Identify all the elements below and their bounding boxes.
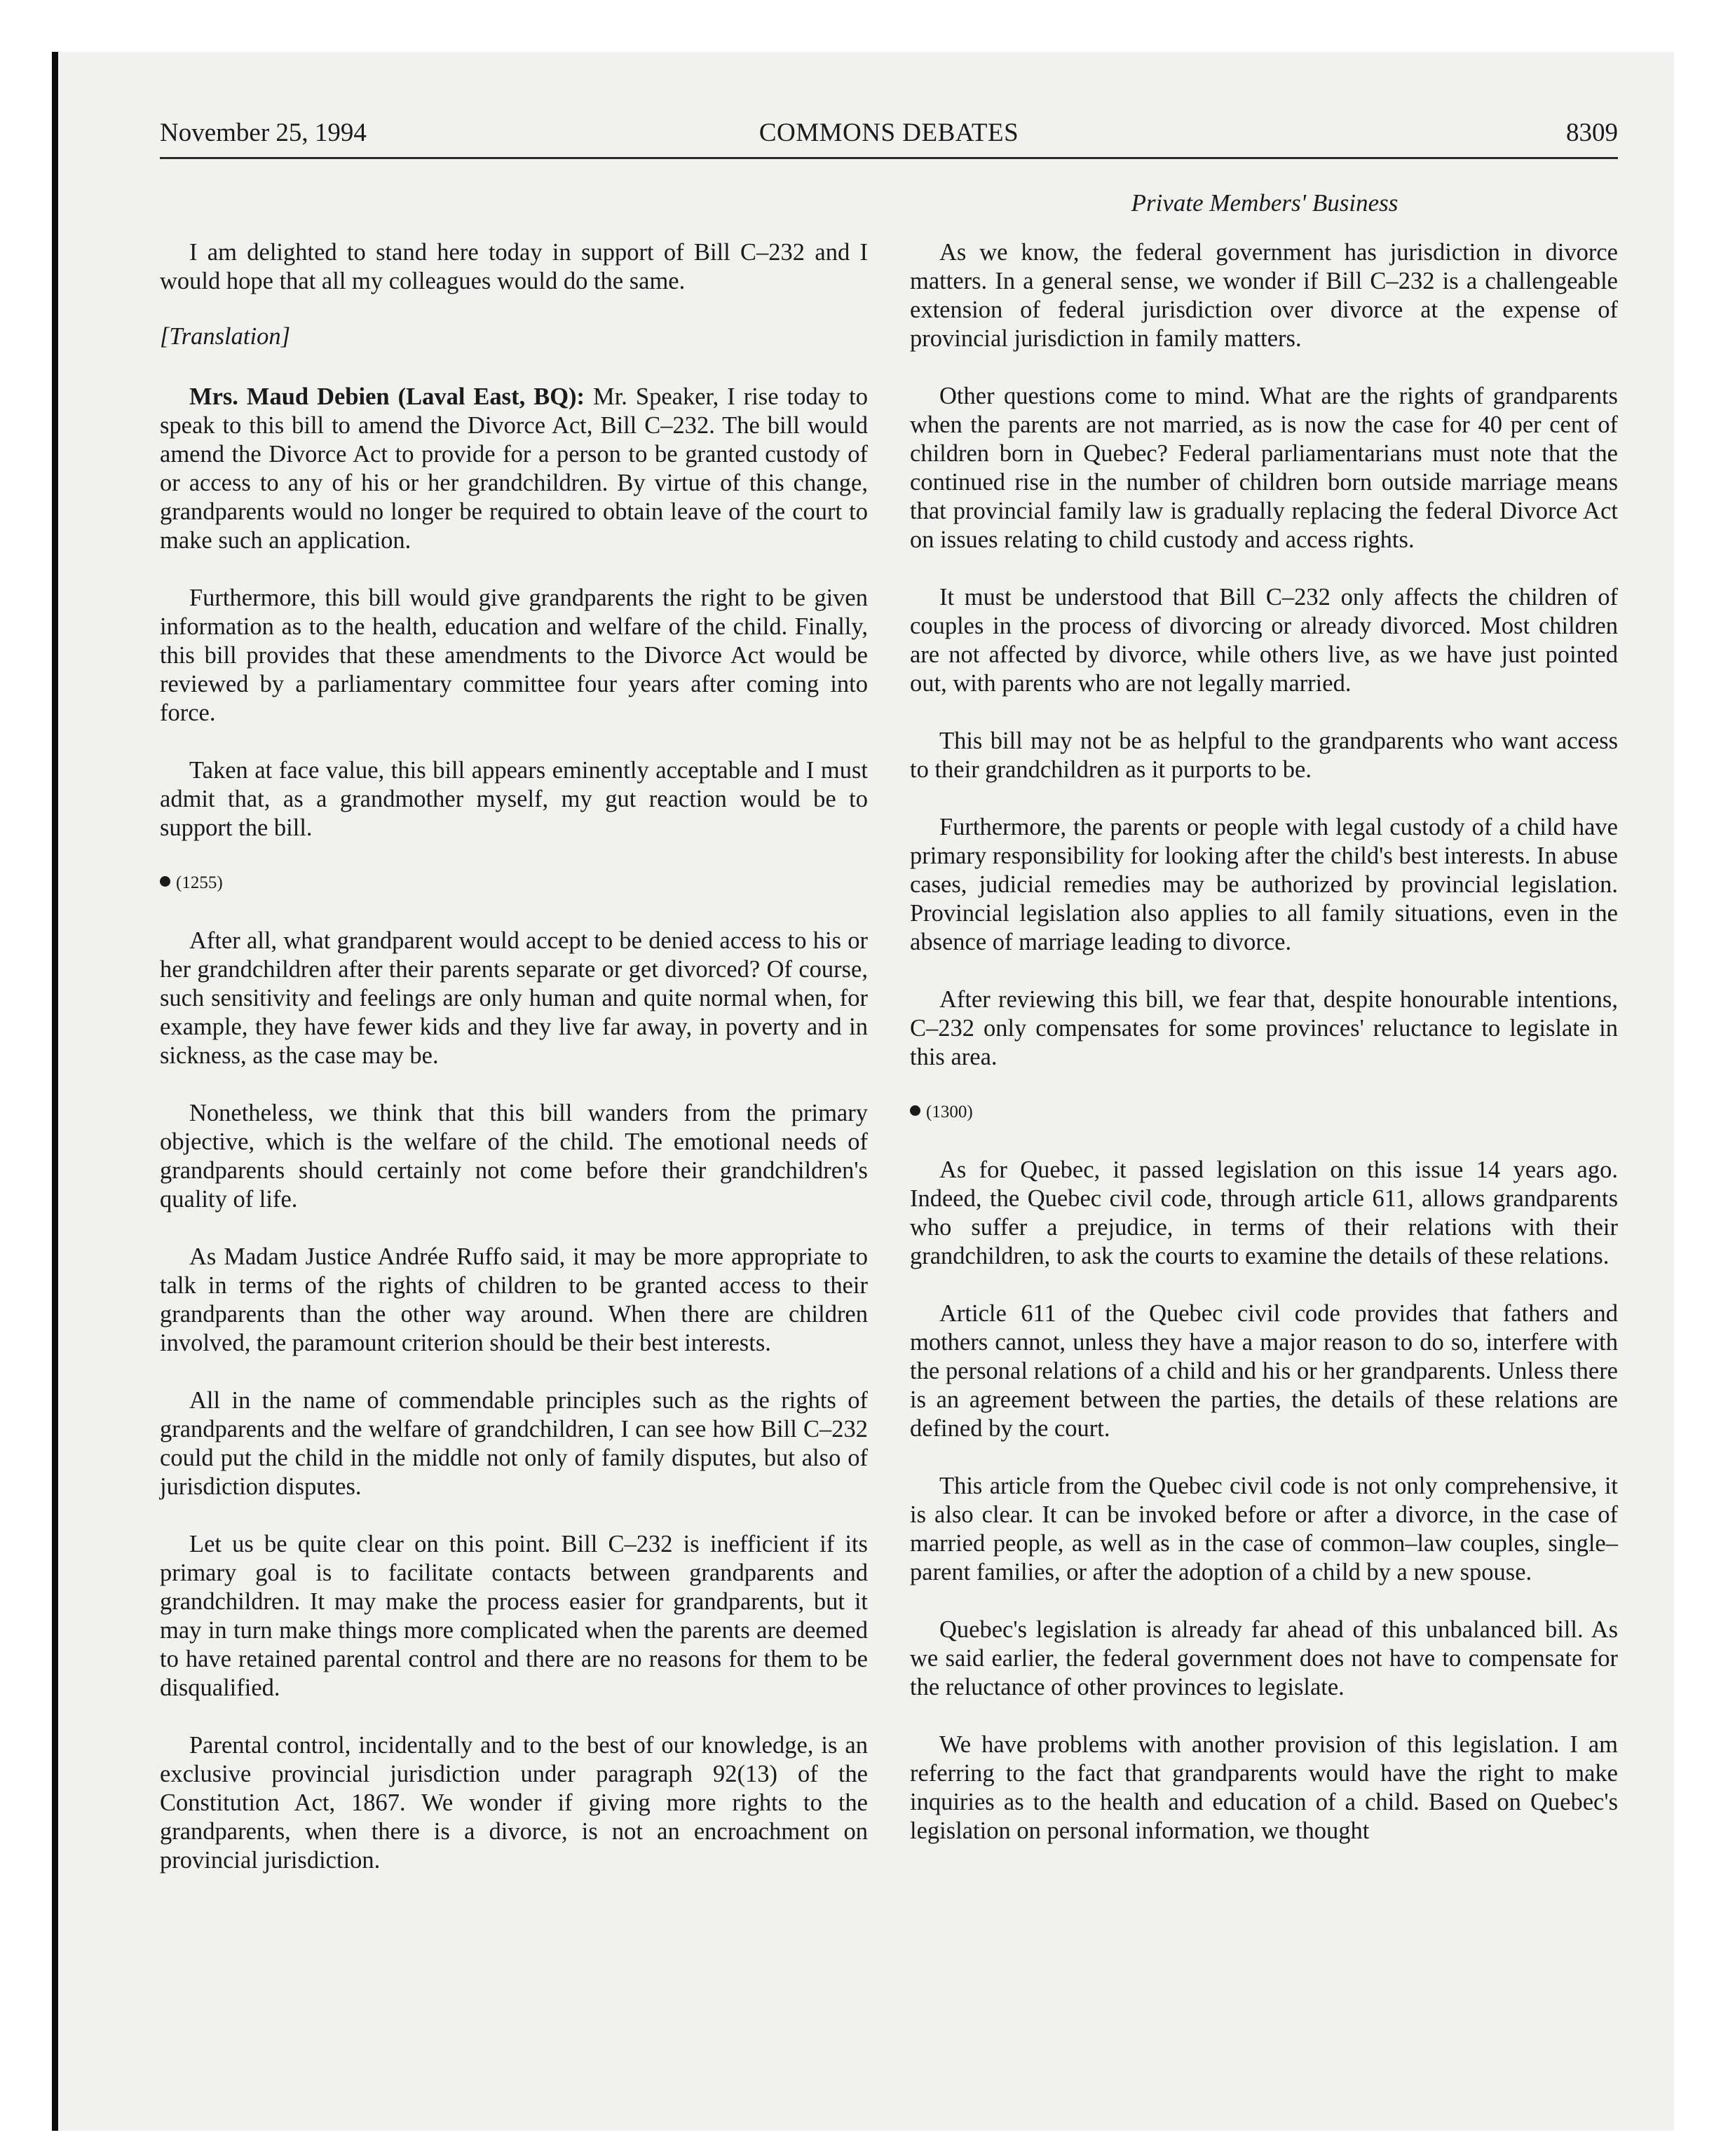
paragraph: Other questions come to mind. What are the rights of grandparents when the parents are not married, as is now the case for 40 per cent of children born in Quebec? Federal parliamentarians must note that the continued rise in the number of children born outside marriage means that provincial family law is gradually replacing the federal Divorce Act on issues relating to child custody and access rights.	[910, 383, 1618, 553]
paragraph: Article 611 of the Quebec civil code provides that fathers and mothers cannot, unless they have a major reason to do so, interfere with the personal relations of a child and his or her grandparents. Unless there is an agreement between the parties, the details of these relations are defined by the court.	[910, 1300, 1618, 1442]
paragraph: Taken at face value, this bill appears eminently acceptable and I must admit that, as a grandmother myself, my gut reaction would be to support the bill.	[160, 757, 868, 841]
left-column	[160, 238, 868, 1904]
time-label: (1300)	[926, 1103, 973, 1121]
speaker-name: Mrs. Maud Debien (Laval East, BQ):	[189, 383, 585, 410]
time-label: (1255)	[176, 873, 223, 892]
paragraph: After reviewing this bill, we fear that, despite honourable intentions, C–232 only compensates for some provinces' reluctance to legislate in this area.	[910, 986, 1618, 1070]
time-marker	[910, 1100, 1618, 1124]
header-page-number: 8309	[1566, 118, 1618, 147]
right-column	[910, 238, 1618, 1874]
page-header	[160, 118, 1618, 157]
header-title: COMMONS DEBATES	[758, 118, 1019, 147]
speaker-paragraph	[160, 383, 868, 555]
speech-text: Mr. Speaker, I rise today to speak to this bill to amend the Divorce Act, Bill C–232. The bill would amend the Divorce Act to provide for a person to be granted custody of or access to any of his or her grandchildren. By virtue of this change, grandparents would no longer be required to obtain leave of the court to make such an application.	[160, 383, 869, 554]
time-marker	[160, 871, 868, 895]
bullet-icon	[160, 876, 170, 887]
paragraph: I am delighted to stand here today in support of Bill C–232 and I would hope that all my colleagues would do the same.	[160, 239, 868, 294]
paragraph: It must be understood that Bill C–232 only affects the children of couples in the process of divorcing or already divorced. Most children are not affected by divorce, while others live, as we have just pointed out, with parents who are not legally married.	[910, 584, 1618, 697]
translation-note: [Translation]	[160, 323, 290, 350]
bullet-icon	[910, 1105, 920, 1116]
paragraph: Quebec's legislation is already far ahead of this unbalanced bill. As we said earlier, the federal government does not have to compensate for the reluctance of other provinces to legislate.	[910, 1616, 1618, 1700]
paragraph: All in the name of commendable principles such as the rights of grandparents and the welfare of grandchildren, I can see how Bill C–232 could put the child in the middle not only of family disputes, but also of jurisdiction disputes.	[160, 1387, 868, 1500]
paragraph: Parental control, incidentally and to the best of our knowledge, is an exclusive provincial jurisdiction under paragraph 92(13) of the Constitution Act, 1867. We wonder if giving more rights to the grandparents, when there is a divorce, is not an encroachment on provincial jurisdiction.	[160, 1732, 868, 1874]
paragraph: After all, what grandparent would accept to be denied access to his or her grandchildren after their parents separate or get divorced? Of course, such sensitivity and feelings are only human and quite normal when, for example, they have fewer kids and they live far away, in poverty and in sickness, as the case may be.	[160, 927, 868, 1069]
paragraph: Nonetheless, we think that this bill wanders from the primary objective, which is the welfare of the child. The emotional needs of grandparents should certainly not come before their grandchildren's quality of life.	[160, 1100, 868, 1213]
paragraph: As Madam Justice Andrée Ruffo said, it may be more appropriate to talk in terms of the rights of children to be granted access to their grandparents than the other way around. When there are children involved, the paramount criterion should be their best interests.	[160, 1243, 868, 1356]
header-rule	[160, 157, 1618, 159]
paragraph: Furthermore, the parents or people with legal custody of a child have primary responsibility for looking after the child's best interests. In abuse cases, judicial remedies may be authorized by provincial legislation. Provincial legislation also applies to all family situations, even in the absence of marriage leading to divorce.	[910, 814, 1618, 955]
paragraph: This bill may not be as helpful to the grandparents who want access to their grandchildren as it purports to be.	[910, 728, 1618, 783]
paragraph: This article from the Quebec civil code is not only comprehensive, it is also clear. It can be invoked before or after a divorce, in the case of married people, as well as in the case of common–law couples, single–parent families, or after the adoption of a child by a new spouse.	[910, 1473, 1618, 1585]
header-date: November 25, 1994	[160, 118, 367, 147]
section-label: Private Members' Business	[1131, 189, 1399, 217]
paragraph: As we know, the federal government has jurisdiction in divorce matters. In a general sense, we wonder if Bill C–232 is a challengeable extension of federal jurisdiction over divorce at the expense of provincial jurisdiction in family matters.	[910, 239, 1618, 352]
paragraph: As for Quebec, it passed legislation on this issue 14 years ago. Indeed, the Quebec civil code, through article 611, allows grandparents who suffer a prejudice, in terms of their relations with their grandchildren, to ask the courts to examine the details of these relations.	[910, 1157, 1618, 1269]
paragraph: Furthermore, this bill would give grandparents the right to be given information as to the health, education and welfare of the child. Finally, this bill provides that these amendments to the Divorce Act would be reviewed by a parliamentary committee four years after coming into force.	[160, 585, 868, 726]
paragraph: Let us be quite clear on this point. Bill C–232 is inefficient if its primary goal is to facilitate contacts between grandparents and grandchildren. It may make the process easier for grandparents, but it may in turn make things more complicated when the parents are deemed to have retained parental control and there are no reasons for them to be disqualified.	[160, 1531, 868, 1701]
paragraph: We have problems with another provision of this legislation. I am referring to the fact that grandparents would have the right to make inquiries as to the health and education of a child. Based on Quebec's legislation on personal information, we thought	[910, 1731, 1618, 1844]
